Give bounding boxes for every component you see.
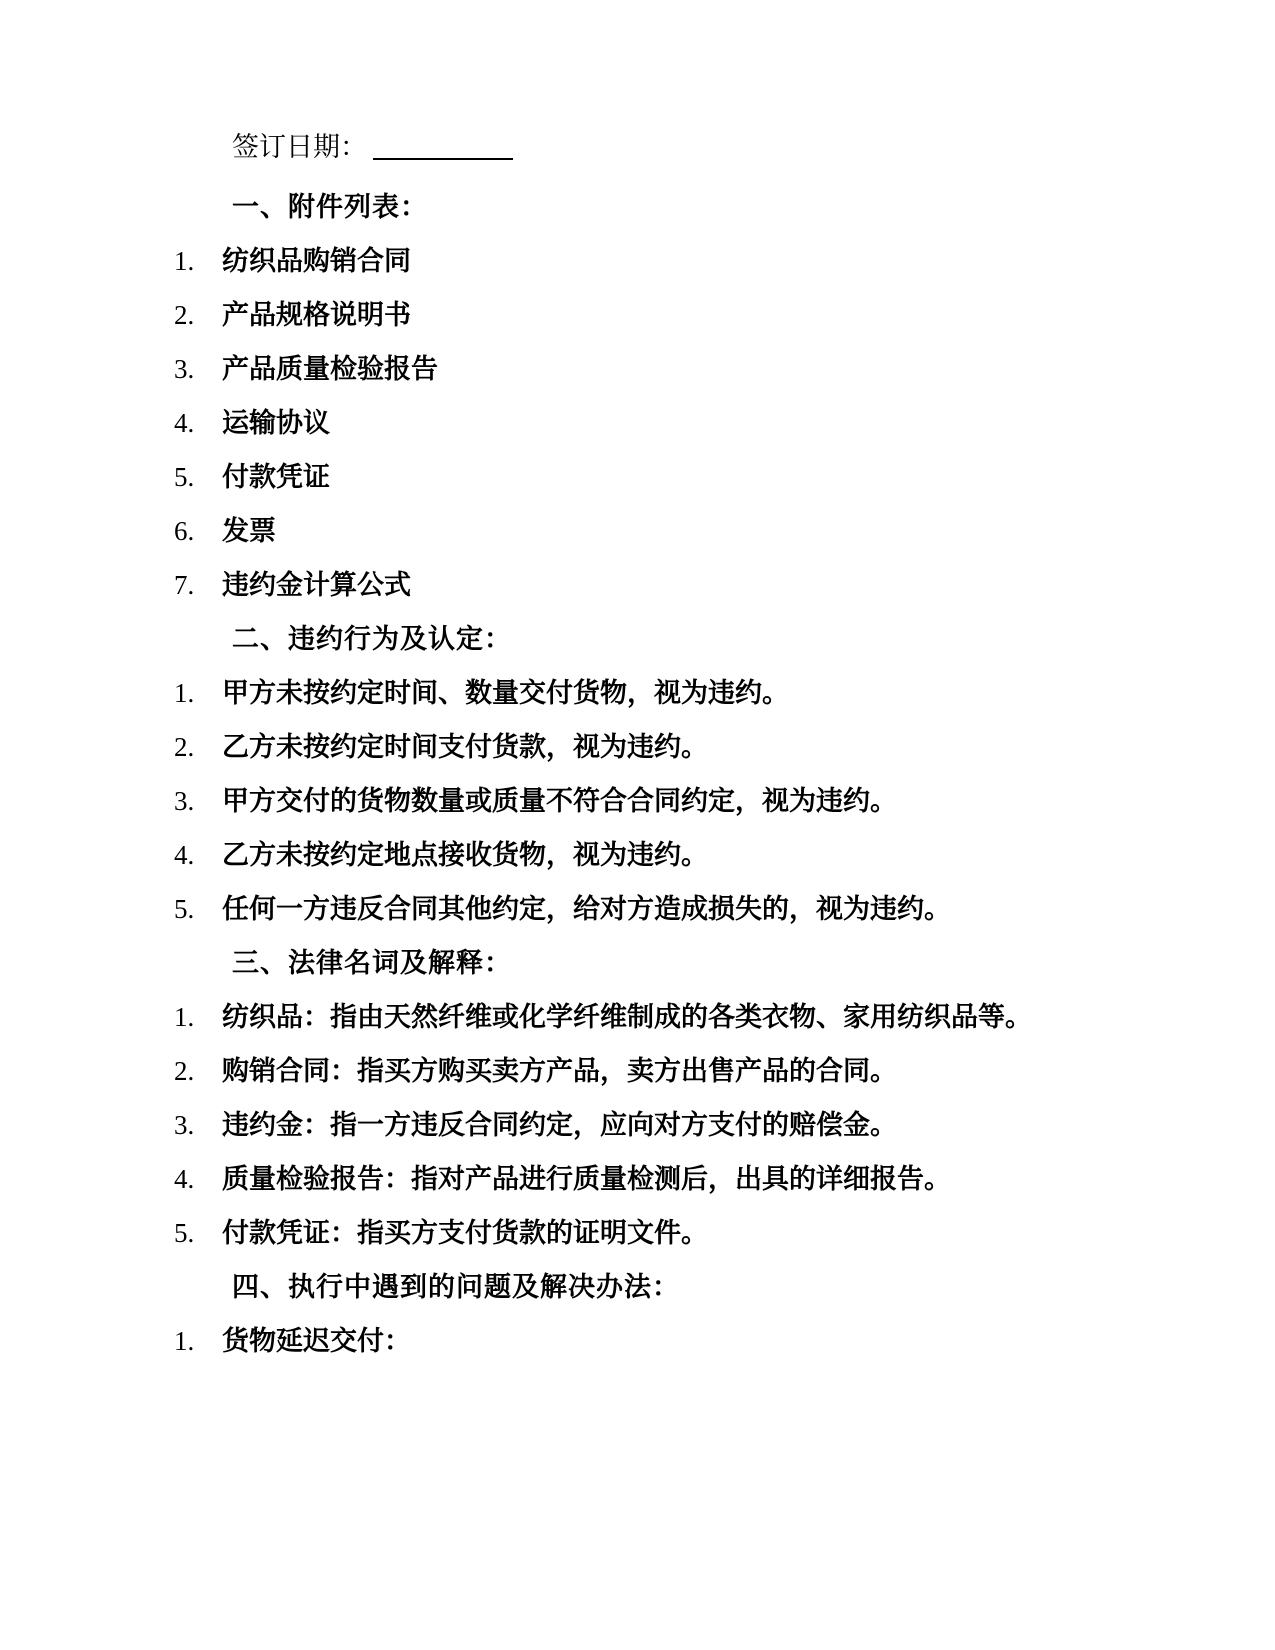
- section-heading-4: 四、执行中遇到的问题及解决办法：: [232, 1272, 680, 1302]
- list-item-text: 纺织品购销合同: [222, 246, 411, 276]
- list-number: 1.: [174, 678, 195, 708]
- list-item-text: 付款凭证: [222, 462, 330, 492]
- list-number: 2.: [174, 1056, 195, 1086]
- issues-list: [150, 1314, 1125, 1368]
- list-number: 2.: [174, 732, 195, 762]
- signing-date-blank[interactable]: [373, 158, 513, 160]
- signing-date-label: 签订日期：: [232, 132, 367, 162]
- list-item: [150, 720, 1125, 774]
- list-item: [150, 504, 1125, 558]
- section-heading-3: 三、法律名词及解释：: [232, 948, 512, 978]
- list-item: [150, 882, 1125, 936]
- list-number: 1.: [174, 246, 195, 276]
- list-item: [150, 234, 1125, 288]
- signing-date-line: [150, 120, 1125, 174]
- list-item-text: 产品规格说明书: [222, 300, 411, 330]
- list-item: [150, 1152, 1125, 1206]
- section-heading-1: 一、附件列表：: [232, 192, 428, 222]
- list-item-text: 发票: [222, 516, 276, 546]
- list-number: 5.: [174, 894, 195, 924]
- list-item-text: 付款凭证：指买方支付货款的证明文件。: [222, 1218, 708, 1248]
- list-item-text: 购销合同：指买方购买卖方产品，卖方出售产品的合同。: [222, 1056, 897, 1086]
- list-item: [150, 1044, 1125, 1098]
- attachment-list: [150, 234, 1125, 612]
- list-item-text: 纺织品：指由天然纤维或化学纤维制成的各类衣物、家用纺织品等。: [222, 1002, 1032, 1032]
- list-item-text: 乙方未按约定时间支付货款，视为违约。: [222, 732, 708, 762]
- list-item: [150, 1098, 1125, 1152]
- list-item-text: 任何一方违反合同其他约定，给对方造成损失的，视为违约。: [222, 894, 951, 924]
- list-number: 5.: [174, 1218, 195, 1248]
- list-item: [150, 990, 1125, 1044]
- list-item: [150, 396, 1125, 450]
- list-number: 1.: [174, 1002, 195, 1032]
- list-item: [150, 828, 1125, 882]
- list-number: 4.: [174, 1164, 195, 1194]
- list-number: 6.: [174, 516, 195, 546]
- list-item: [150, 558, 1125, 612]
- list-item: [150, 1206, 1125, 1260]
- list-item: [150, 342, 1125, 396]
- list-item-text: 运输协议: [222, 408, 330, 438]
- breach-list: [150, 666, 1125, 936]
- list-item-text: 货物延迟交付：: [222, 1326, 411, 1356]
- list-item: [150, 1314, 1125, 1368]
- list-item-text: 产品质量检验报告: [222, 354, 438, 384]
- list-item-text: 违约金：指一方违反合同约定，应向对方支付的赔偿金。: [222, 1110, 897, 1140]
- list-item-text: 质量检验报告：指对产品进行质量检测后，出具的详细报告。: [222, 1164, 951, 1194]
- list-number: 2.: [174, 300, 195, 330]
- list-number: 7.: [174, 570, 195, 600]
- list-number: 1.: [174, 1326, 195, 1356]
- list-item-text: 甲方交付的货物数量或质量不符合合同约定，视为违约。: [222, 786, 897, 816]
- list-number: 3.: [174, 1110, 195, 1140]
- list-item: [150, 288, 1125, 342]
- document-body: [150, 120, 1125, 1368]
- list-item: [150, 450, 1125, 504]
- list-number: 3.: [174, 354, 195, 384]
- list-item-text: 乙方未按约定地点接收货物，视为违约。: [222, 840, 708, 870]
- list-number: 4.: [174, 408, 195, 438]
- list-number: 4.: [174, 840, 195, 870]
- section-heading-2: 二、违约行为及认定：: [232, 624, 512, 654]
- list-number: 5.: [174, 462, 195, 492]
- list-number: 3.: [174, 786, 195, 816]
- list-item: [150, 666, 1125, 720]
- legal-terms-list: [150, 990, 1125, 1260]
- list-item-text: 违约金计算公式: [222, 570, 411, 600]
- list-item-text: 甲方未按约定时间、数量交付货物，视为违约。: [222, 678, 789, 708]
- list-item: [150, 774, 1125, 828]
